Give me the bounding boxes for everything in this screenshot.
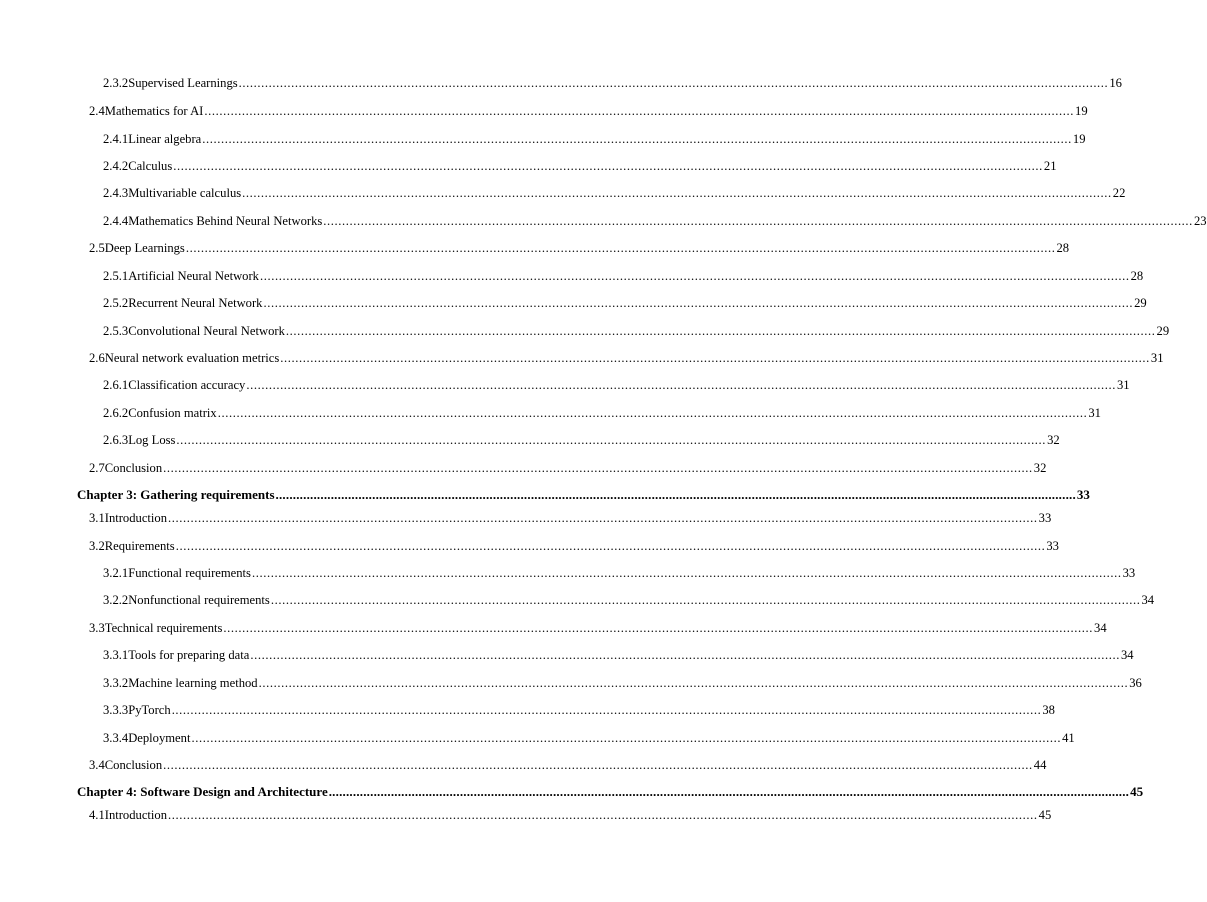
toc-entry-3-4[interactable] [89,757,1047,773]
dot-leader: ........................................................................................................................................................................................................................................ [258,676,1129,690]
chapter-page-number: 45 [1130,784,1144,799]
dot-leader: ........................................................................................................................................................................................................................................ [270,593,1141,607]
entry-page-number: 34 [1141,593,1155,607]
entry-number: 2.5.3 [103,324,129,338]
toc-entry-3-2-1[interactable] [103,565,1136,581]
entry-number: 2.3.2 [103,76,129,90]
entry-number: 3.3.3 [103,703,129,717]
entry-title: Deployment [128,731,191,745]
dot-leader: ........................................................................................................................................................................................................................................ [223,621,1094,635]
entry-number: 2.6.3 [103,433,129,447]
entry-page-number: 31 [1088,406,1101,420]
entry-page-number: 45 [1038,808,1052,822]
entry-title: Deep Learnings [104,241,185,255]
toc-entry-3-3[interactable] [89,620,1107,636]
entry-title: PyTorch [128,703,171,717]
entry-title: Neural network evaluation metrics [104,351,280,365]
toc-entry-2-7[interactable] [89,460,1047,476]
entry-page-number: 19 [1072,132,1086,146]
toc-entry-2-5-3[interactable] [103,323,1170,339]
entry-title: Mathematics Behind Neural Networks [128,214,323,228]
entry-number: 2.6.2 [103,406,129,420]
entry-page-number: 33 [1122,566,1136,580]
entry-page-number: 21 [1043,159,1057,173]
toc-entry-2-6[interactable] [89,350,1164,366]
entry-number: 2.5.1 [103,269,129,283]
entry-number: 2.7 [89,461,105,475]
entry-title: Log Loss [128,433,176,447]
dot-leader: ........................................................................................................................................................................................................................................ [250,648,1120,662]
dot-leader: ........................................................................................................................................................................................................................................ [238,76,1109,90]
dot-leader: ........................................................................................................................................................................................................................................ [251,566,1122,580]
entry-page-number: 29 [1134,296,1147,310]
toc-entry-4-1[interactable] [89,807,1052,823]
dot-leader: ........................................................................................................................................................................................................................................ [242,186,1112,200]
entry-title: Introduction [104,808,168,822]
toc-entry-3-2-2[interactable] [103,592,1155,608]
entry-number: 2.4 [89,104,105,118]
dot-leader: ........................................................................................................................................................................................................................................ [163,461,1033,475]
dot-leader: ........................................................................................................................................................................................................................................ [185,241,1056,255]
dot-leader: ........................................................................................................................................................................................................................................ [275,487,1076,502]
toc-entry-2-4-1[interactable] [103,131,1086,147]
entry-title: Calculus [128,159,173,173]
entry-number: 3.4 [89,758,105,772]
entry-number: 2.6.1 [103,378,129,392]
dot-leader: ........................................................................................................................................................................................................................................ [280,351,1150,365]
entry-page-number: 38 [1042,703,1055,717]
entry-page-number: 32 [1033,461,1047,475]
entry-number: 2.5 [89,241,105,255]
dot-leader: ........................................................................................................................................................................................................................................ [202,132,1072,146]
entry-title: Technical requirements [104,621,223,635]
toc-entry-2-5-2[interactable] [103,295,1147,311]
entry-page-number: 23 [1193,214,1207,228]
entry-title: Mathematics for AI [104,104,204,118]
toc-entry-3-1[interactable] [89,510,1052,526]
entry-page-number: 41 [1062,731,1075,745]
entry-page-number: 33 [1038,511,1052,525]
entry-title: Classification accuracy [128,378,246,392]
entry-number: 2.4.1 [103,132,129,146]
entry-title: Tools for preparing data [128,648,250,662]
entry-page-number: 34 [1121,648,1134,662]
entry-title: Nonfunctional requirements [128,593,270,607]
entry-title: Supervised Learnings [128,76,238,90]
dot-leader: ........................................................................................................................................................................................................................................ [323,214,1193,228]
entry-number: 3.2.2 [103,593,129,607]
dot-leader: ........................................................................................................................................................................................................................................ [176,433,1047,447]
toc-chapter-4[interactable] [77,784,1144,800]
entry-title: Machine learning method [128,676,258,690]
toc-entry-3-3-4[interactable] [103,730,1075,746]
dot-leader: ........................................................................................................................................................................................................................................ [168,808,1038,822]
entry-number: 3.2.1 [103,566,129,580]
dot-leader: ........................................................................................................................................................................................................................................ [263,296,1134,310]
entry-page-number: 32 [1047,433,1060,447]
entry-page-number: 31 [1116,378,1130,392]
entry-title: Conclusion [104,758,163,772]
entry-title: Requirements [104,539,175,553]
dot-leader: ........................................................................................................................................................................................................................................ [173,159,1043,173]
entry-page-number: 19 [1075,104,1088,118]
toc-entry-2-6-1[interactable] [103,377,1130,393]
toc-entry-2-6-2[interactable] [103,405,1101,421]
dot-leader: ........................................................................................................................................................................................................................................ [175,539,1046,553]
entry-title: Confusion matrix [128,406,217,420]
chapter-page-number: 33 [1076,487,1090,502]
dot-leader: ........................................................................................................................................................................................................................................ [163,758,1033,772]
toc-entry-3-3-3[interactable] [103,702,1055,718]
toc-entry-2-4-3[interactable] [103,185,1126,201]
entry-page-number: 36 [1129,676,1142,690]
entry-number: 3.2 [89,539,105,553]
toc-entry-2-6-3[interactable] [103,432,1060,448]
toc-entry-3-3-2[interactable] [103,675,1142,691]
entry-number: 3.1 [89,511,105,525]
entry-page-number: 28 [1056,241,1070,255]
toc-entry-2-4[interactable] [89,103,1088,119]
chapter-title: Chapter 4: Software Design and Architecture [77,784,328,799]
dot-leader: ........................................................................................................................................................................................................................................ [259,269,1130,283]
dot-leader: ........................................................................................................................................................................................................................................ [246,378,1116,392]
dot-leader: ........................................................................................................................................................................................................................................ [168,511,1038,525]
entry-number: 2.6 [89,351,105,365]
dot-leader: ........................................................................................................................................................................................................................................ [204,104,1075,118]
toc-chapter-3[interactable] [77,487,1090,503]
entry-title: Functional requirements [128,566,251,580]
entry-page-number: 29 [1156,324,1170,338]
entry-title: Convolutional Neural Network [128,324,285,338]
entry-number: 2.4.3 [103,186,129,200]
entry-title: Introduction [104,511,168,525]
dot-leader: ........................................................................................................................................................................................................................................ [171,703,1042,717]
toc-entry-2-4-2[interactable] [103,158,1057,174]
toc-entry-3-2[interactable] [89,538,1059,554]
dot-leader: ........................................................................................................................................................................................................................................ [285,324,1156,338]
dot-leader: ........................................................................................................................................................................................................................................ [217,406,1088,420]
entry-number: 4.1 [89,808,105,822]
entry-title: Artificial Neural Network [128,269,259,283]
entry-page-number: 34 [1094,621,1107,635]
entry-number: 2.4.4 [103,214,129,228]
toc-entry-2-5-1[interactable] [103,268,1144,284]
entry-number: 3.3.1 [103,648,129,662]
toc-entry-2-3-2[interactable] [103,75,1122,91]
entry-title: Linear algebra [128,132,202,146]
entry-page-number: 28 [1130,269,1144,283]
dot-leader: ........................................................................................................................................................................................................................................ [191,731,1062,745]
entry-title: Conclusion [104,461,163,475]
entry-page-number: 33 [1046,539,1059,553]
entry-page-number: 22 [1112,186,1126,200]
toc-entry-3-3-1[interactable] [103,647,1134,663]
toc-entry-2-5[interactable] [89,240,1070,256]
entry-page-number: 44 [1033,758,1047,772]
entry-page-number: 31 [1150,351,1164,365]
entry-number: 2.4.2 [103,159,129,173]
dot-leader: ........................................................................................................................................................................................................................................ [328,784,1130,799]
entry-title: Multivariable calculus [128,186,242,200]
entry-number: 2.5.2 [103,296,129,310]
entry-page-number: 16 [1109,76,1122,90]
entry-number: 3.3.2 [103,676,129,690]
entry-number: 3.3 [89,621,105,635]
entry-title: Recurrent Neural Network [128,296,263,310]
entry-number: 3.3.4 [103,731,129,745]
toc-entry-2-4-4[interactable] [103,213,1207,229]
chapter-title: Chapter 3: Gathering requirements [77,487,275,502]
